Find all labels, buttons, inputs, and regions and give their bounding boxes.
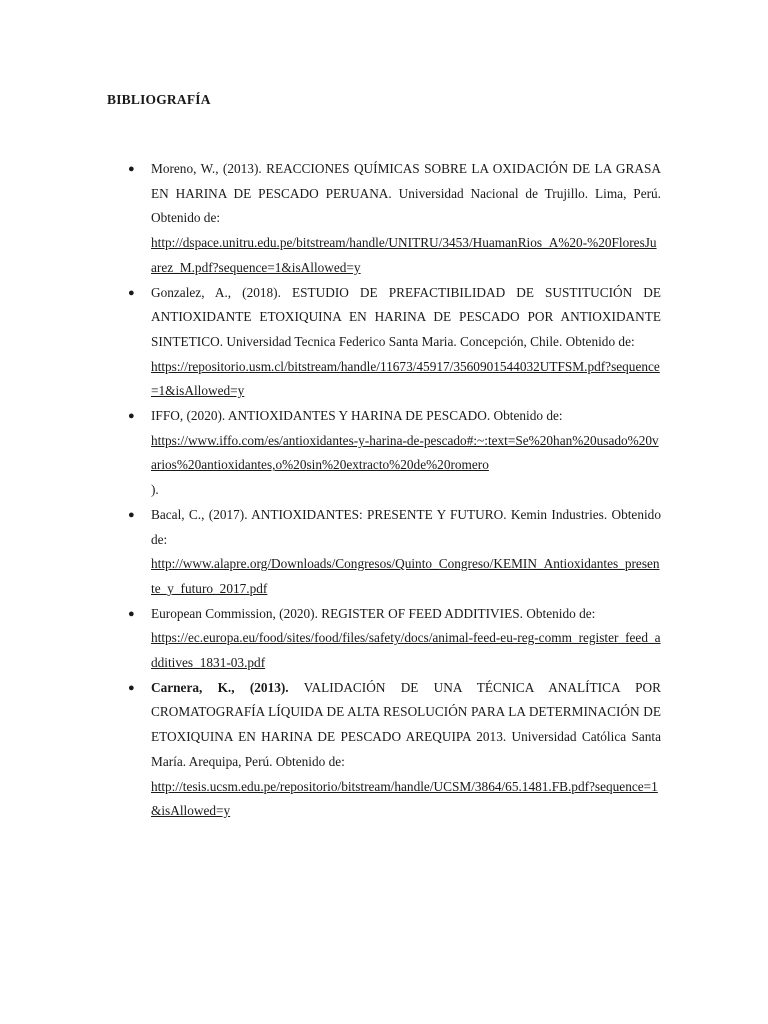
reference-item [107, 157, 661, 281]
reference-author: Carnera, K., (2013). [151, 679, 289, 695]
bullet-icon: ● [128, 286, 135, 299]
bullet-icon: ● [128, 681, 135, 694]
reference-text: ANTIOXIDANTES Y HARINA DE PESCADO. Obtenido de: [225, 408, 563, 424]
reference-item [107, 503, 661, 602]
reference-author: Bacal, C., (2017). [151, 506, 248, 522]
reference-link[interactable]: http://www.alapre.org/Downloads/Congresos/Quinto_Congreso/KEMIN_Antioxidantes_presente_y_futuro_2017.pdf [151, 556, 660, 596]
reference-item [107, 676, 661, 824]
bullet-icon: ● [128, 163, 135, 175]
reference-text: ANTIOXIDANTES: PRESENTE Y FUTURO. Kemin Industries. Obtenido de: [151, 506, 661, 547]
reference-text: REGISTER OF FEED ADDITIVIES. Obtenido de: [317, 605, 596, 621]
reference-link[interactable]: http://tesis.ucsm.edu.pe/repositorio/bitstream/handle/UCSM/3864/65.1481.FB.pdf?sequence=1&isAllowed=y [151, 778, 658, 819]
reference-author: Gonzalez, A., (2018). [151, 284, 281, 300]
reference-item [107, 281, 661, 405]
page-title: BIBLIOGRAFÍA [107, 92, 211, 107]
reference-item [107, 404, 661, 503]
reference-text: REACCIONES QUÍMICAS SOBRE LA OXIDACIÓN DE LA GRASA EN HARINA DE PESCADO PERUANA. Universidad Nacional de Trujillo. Lima, Perú. Obtenido de: [151, 161, 661, 226]
reference-text: VALIDACIÓN DE UNA TÉCNICA ANALÍTICA POR CROMATOGRAFÍA LÍQUIDA DE ALTA RESOLUCIÓN PARA LA DETERMINACIÓN DE ETOXIQUINA EN HARINA DE PESCADO AREQUIPA 2013. Universidad Católica Santa María. Arequipa, Perú. Obtenido de: [151, 679, 661, 769]
reference-author: IFFO, (2020). [151, 408, 226, 424]
reference-suffix: ). [151, 482, 159, 498]
reference-list [107, 157, 661, 824]
reference-link[interactable]: https://ec.europa.eu/food/sites/food/files/safety/docs/animal-feed-eu-reg-comm_register_feed_additives_1831-03.pdf [151, 630, 661, 671]
reference-text: ESTUDIO DE PREFACTIBILIDAD DE SUSTITUCIÓN DE ANTIOXIDANTE ETOXIQUINA EN HARINA DE PESCADO POR ANTIOXIDANTE SINTETICO. Universidad Tecnica Federico Santa Maria. Concepción, Chile. Obtenido de: [151, 284, 661, 349]
reference-link[interactable]: https://repositorio.usm.cl/bitstream/handle/11673/45917/3560901544032UTFSM.pdf?sequence=1&isAllowed=y [151, 358, 660, 399]
reference-link[interactable]: http://dspace.unitru.edu.pe/bitstream/handle/UNITRU/3453/HuamanRios_A%20-%20FloresJuarez_M.pdf?sequence=1&isAllowed=y [151, 235, 657, 275]
bullet-icon: ● [128, 410, 135, 423]
reference-link[interactable]: https://www.iffo.com/es/antioxidantes-y-harina-de-pescado#:~:text=Se%20han%20usado%20varios%20antioxidantes,o%20sin%20extracto%20de%20romero [151, 432, 659, 473]
reference-author: European Commission, (2020). [151, 605, 318, 621]
reference-item [107, 602, 661, 676]
bullet-icon: ● [128, 508, 135, 521]
reference-author: Moreno, W., (2013). [151, 161, 262, 176]
bullet-icon: ● [128, 607, 135, 620]
